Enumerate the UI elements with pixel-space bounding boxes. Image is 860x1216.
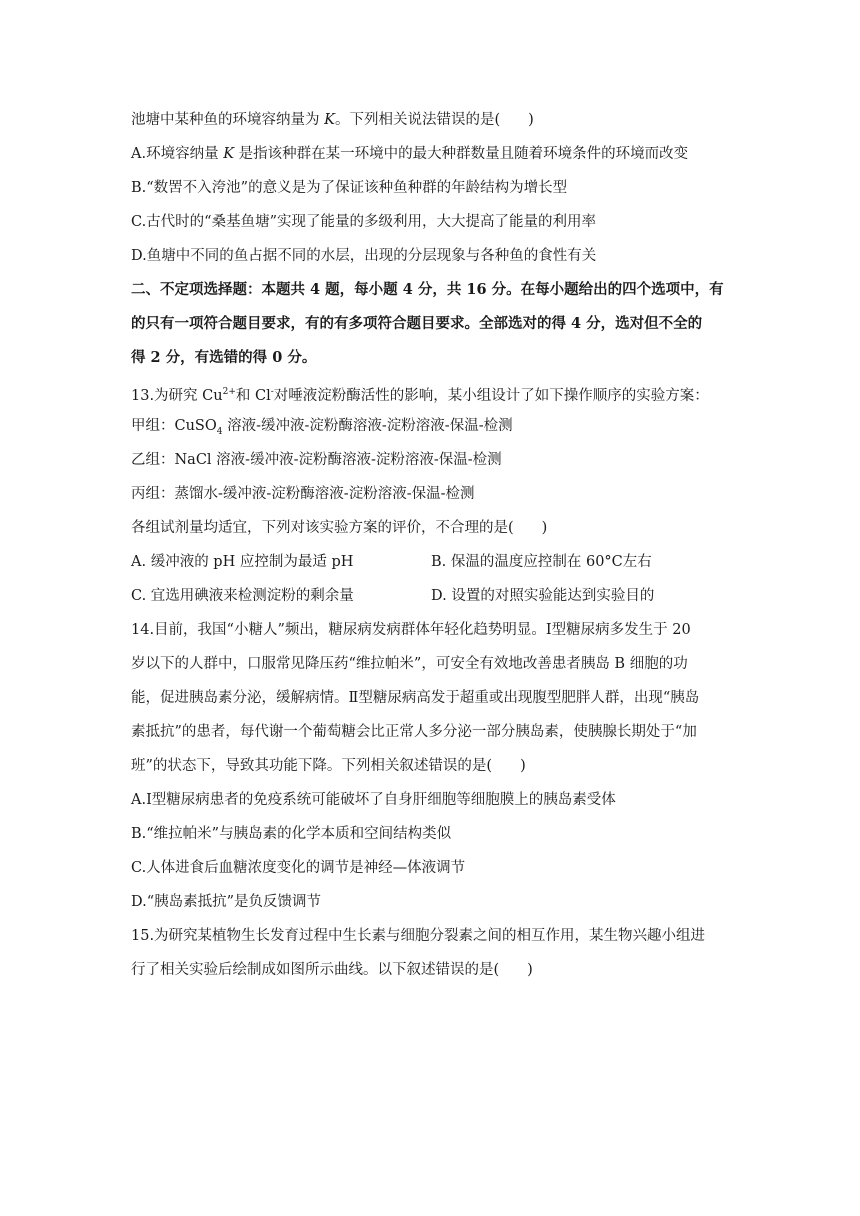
q14-stem-line5	[131, 756, 741, 790]
q14-stem-line5-text: 班”的状态下，导致其功能下降。下列相关叙述错误的是(	[131, 758, 493, 774]
section2-heading-line3: 得 2 分，有选错的得 0 分。	[131, 349, 317, 366]
q13-question-text: 各组试剂量均适宜，下列对该实验方案的评价，不合理的是(	[131, 520, 514, 536]
q14-option-d: D.“胰岛素抵抗”是负反馈调节	[131, 894, 322, 910]
q12-option-a	[131, 144, 741, 178]
exam-page	[131, 110, 741, 994]
q14-stem-line1: 14.目前，我国“小糖人”频出，糖尿病发病群体年轻化趋势明显。Ⅰ型糖尿病多发生于 20	[131, 622, 691, 638]
q13-option-b: B. 保温的温度应控制在 60°C左右	[431, 554, 652, 570]
q13-options-row-2	[131, 586, 741, 620]
q12-option-d: D.鱼塘中不同的鱼占据不同的水层，出现的分层现象与各种鱼的食性有关	[131, 248, 597, 264]
q14-option-b: B.“维拉帕米”与胰岛素的化学本质和空间结构类似	[131, 826, 452, 842]
q13-option-d: D. 设置的对照实验能达到实验目的	[431, 588, 655, 604]
q13-option-a: A. 缓冲液的 pH 应控制为最适 pH	[131, 554, 354, 570]
q12-stem-k: K	[324, 112, 335, 128]
q15-stem-close: )	[527, 962, 533, 978]
q15-stem-line2-text: 行了相关实验后绘制成如图所示曲线。以下叙述错误的是(	[131, 962, 500, 978]
q13-group-c: 丙组：蒸馏水-缓冲液-淀粉酶溶液-淀粉溶液-保温-检测	[131, 486, 475, 502]
q13-question	[131, 518, 741, 552]
q13-stem-text: 13.为研究 Cu	[131, 387, 223, 404]
q12-option-c: C.古代时的“桑基鱼塘”实现了能量的多级利用，大大提高了能量的利用率	[131, 214, 597, 230]
q12-option-a-text: A.环境容纳量	[131, 146, 224, 162]
q13-stem	[131, 382, 741, 416]
q13-option-c: C. 宜选用碘液来检测淀粉的剩余量	[131, 588, 354, 604]
q13-cl-charge: -	[270, 387, 274, 397]
q12-option-a-k: K	[223, 146, 235, 162]
q12-stem-text: 池塘中某种鱼的环境容纳量为	[131, 112, 325, 128]
q13-group-a-text-2: 溶液-缓冲液-淀粉酶溶液-淀粉溶液-保温-检测	[222, 418, 513, 434]
q12-option-a-text-2: 是指该种群在某一环境中的最大种群数量且随着环境条件的环境而改变	[234, 146, 689, 162]
q12-stem-text-2: 。下列相关说法错误的是(	[334, 112, 501, 128]
q14-stem-line2: 岁以下的人群中，口服常见降压药“维拉帕米”，可安全有效地改善患者胰岛 B 细胞的功	[131, 656, 688, 672]
q14-stem-line4: 素抵抗”的患者，每代谢一个葡萄糖会比正常人多分泌一部分胰岛素，使胰腺长期处于“加	[131, 724, 697, 740]
q14-option-c: C.人体进食后血糖浓度变化的调节是神经—体液调节	[131, 860, 466, 876]
q13-stem-text-2: 和 Cl	[235, 387, 271, 404]
section2-heading-line2: 的只有一项符合题目要求，有的有多项符合题目要求。全部选对的得 4 分，选对但不全的	[131, 315, 703, 332]
q14-stem-line3: 能，促进胰岛素分泌，缓解病情。Ⅱ型糖尿病高发于超重或出现腹型肥胖人群，出现“胰岛	[131, 690, 700, 706]
q13-question-close: )	[541, 520, 548, 536]
q15-stem-line1: 15.为研究某植物生长发育过程中生长素与细胞分裂素之间的相互作用，某生物兴趣小组进	[131, 928, 706, 944]
q13-cu-charge: 2+	[222, 387, 236, 397]
q13-stem-text-3: 对唾液淀粉酶活性的影响，某小组设计了如下操作顺序的实验方案：	[273, 387, 709, 404]
q12-stem	[131, 110, 741, 144]
q13-group-a	[131, 416, 741, 450]
q13-group-a-text: 甲组：CuSO	[131, 418, 217, 434]
q13-group-a-subscript: 4	[216, 426, 223, 437]
q13-options-row-1	[131, 552, 741, 586]
q12-option-b: B.“数罟不入洿池”的意义是为了保证该种鱼种群的年龄结构为增长型	[131, 180, 568, 196]
q14-option-a: A.Ⅰ型糖尿病患者的免疫系统可能破坏了自身肝细胞等细胞膜上的胰岛素受体	[131, 792, 616, 808]
q14-stem-close: )	[520, 758, 526, 774]
q15-stem-line2	[131, 960, 741, 994]
q13-group-b: 乙组：NaCl 溶液-缓冲液-淀粉酶溶液-淀粉溶液-保温-检测	[131, 452, 502, 468]
q12-stem-close: )	[528, 112, 534, 128]
section2-heading-line1: 二、不定项选择题：本题共 4 题，每小题 4 分，共 16 分。在每小题给出的四个选项中，有	[131, 281, 724, 298]
